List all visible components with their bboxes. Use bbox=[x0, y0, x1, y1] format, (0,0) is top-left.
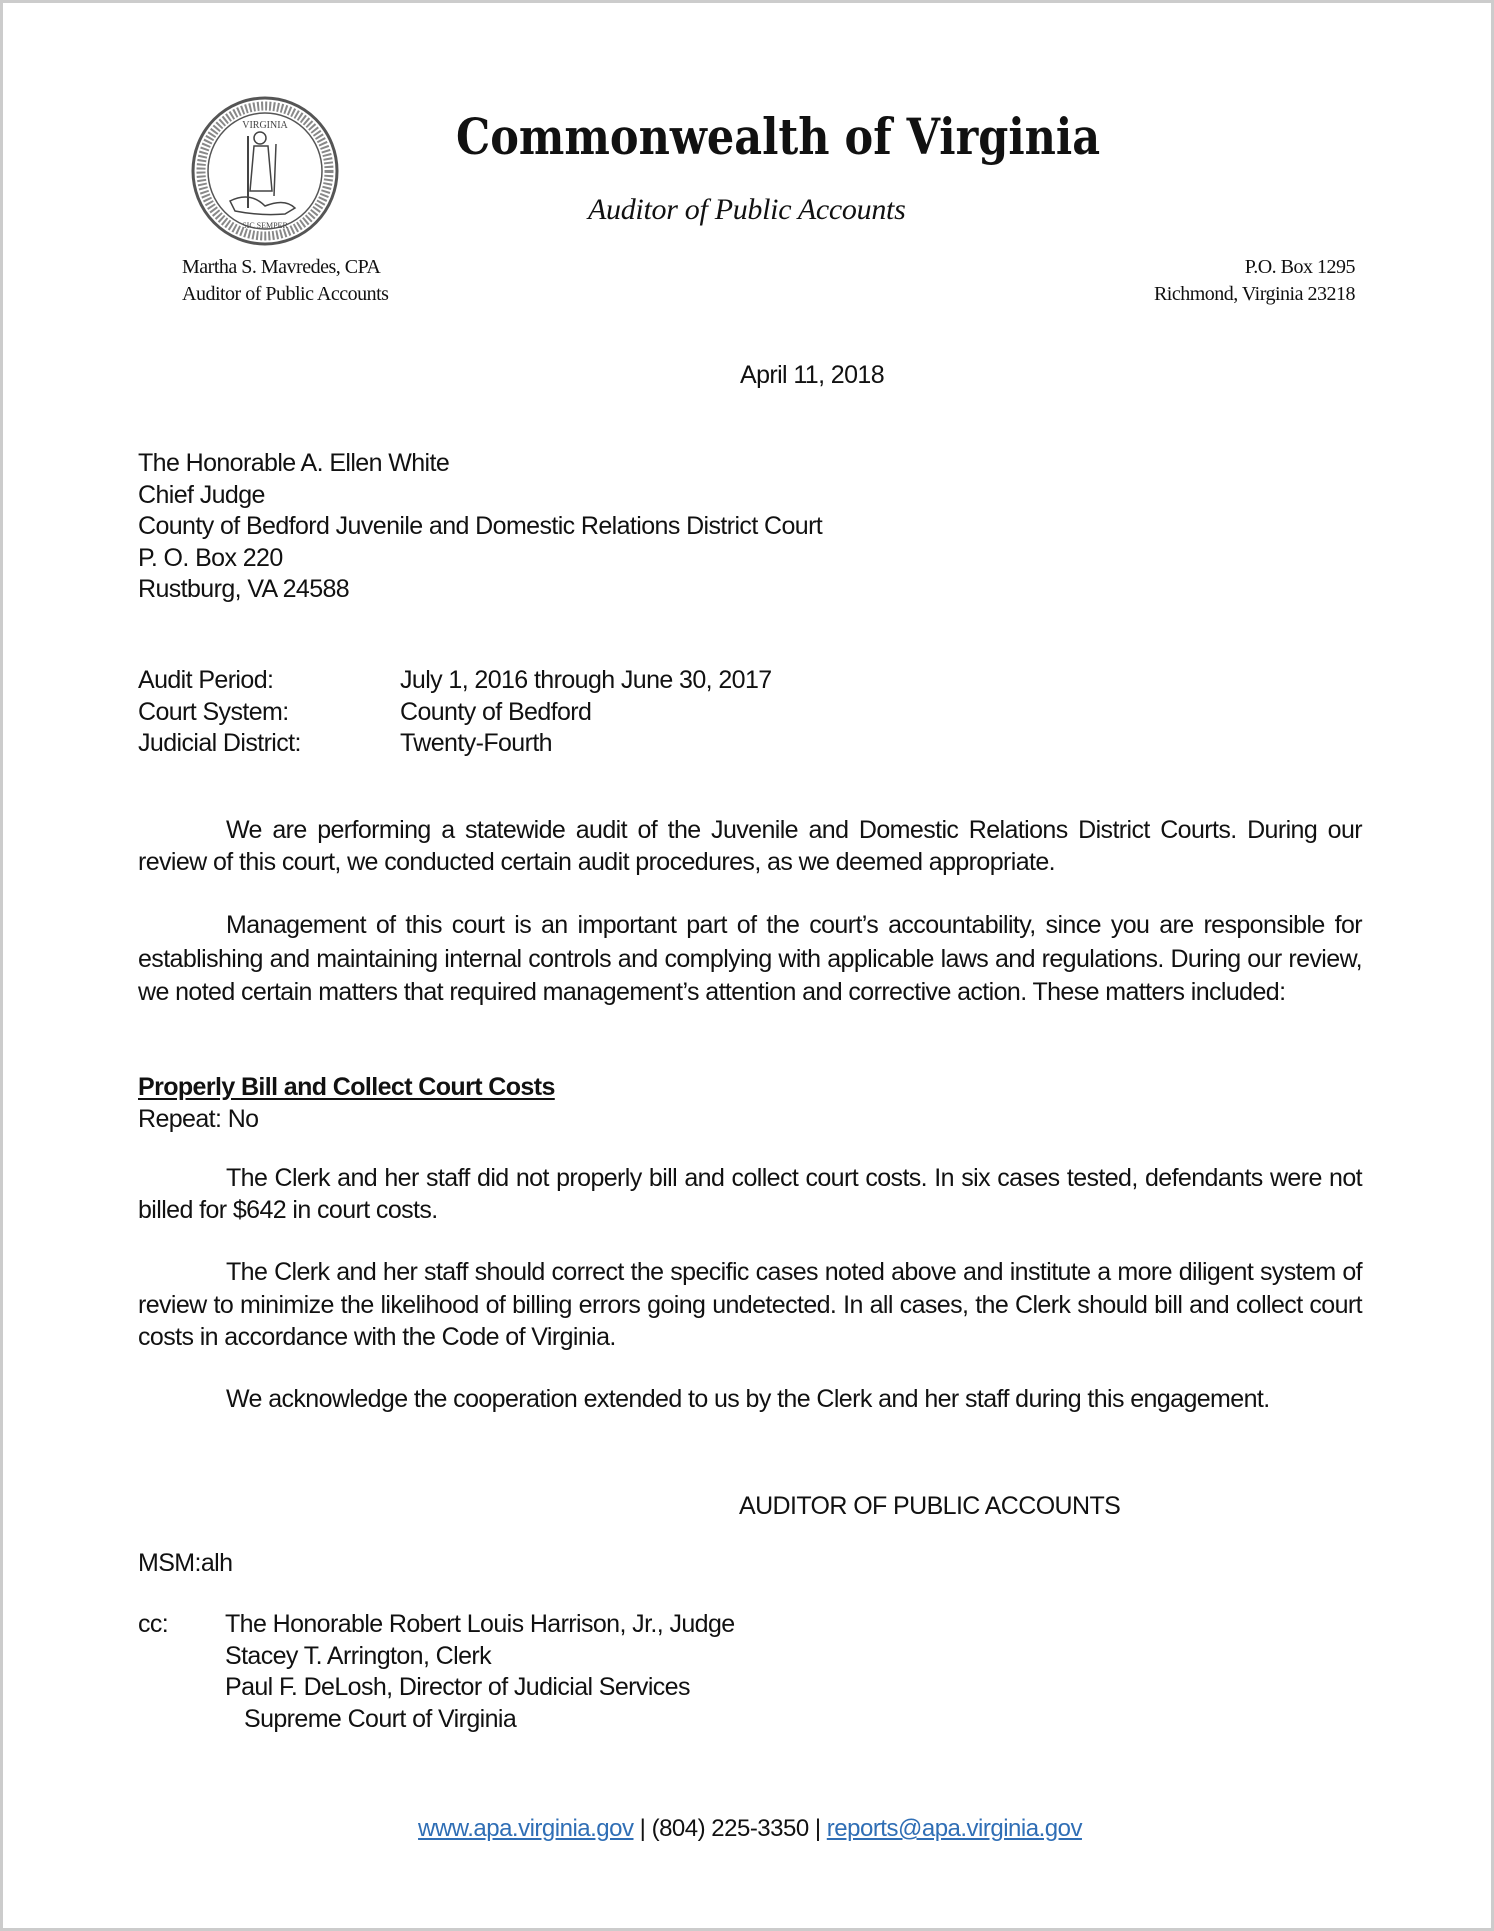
cc-recipient: Stacey T. Arrington, Clerk bbox=[225, 1641, 492, 1670]
finding-title: Properly Bill and Collect Court Costs bbox=[138, 1073, 555, 1101]
audit-period-value: July 1, 2016 through June 30, 2017 bbox=[400, 666, 772, 694]
letterhead-auditor-block bbox=[182, 254, 388, 308]
cc-recipient: Paul F. DeLosh, Director of Judicial Services bbox=[225, 1673, 690, 1701]
finding-condition-text: The Clerk and her staff did not properly bill and collect court costs. In six cases tested, defendants were not billed for $642 in court costs. bbox=[138, 1164, 1362, 1224]
audit-info bbox=[138, 665, 772, 760]
city-state-zip: Richmond, Virginia 23218 bbox=[1153, 283, 1355, 305]
intro-paragraph bbox=[138, 815, 1362, 878]
letter-date: April 11, 2018 bbox=[740, 361, 885, 389]
intro-text: We are performing a statewide audit of the Juvenile and Domestic Relations District Courts. During our review of this court, we conducted certain audit procedures, as we deemed appropriate. bbox=[138, 816, 1362, 876]
auditor-name: Martha S. Mavredes, CPA bbox=[182, 256, 381, 278]
court-system-value: County of Bedford bbox=[400, 697, 592, 726]
management-paragraph bbox=[138, 909, 1362, 1010]
svg-text:SIC SEMPER: SIC SEMPER bbox=[242, 221, 288, 230]
audit-info-row bbox=[138, 665, 772, 697]
cc-recipients bbox=[225, 1609, 735, 1735]
recipient-line: County of Bedford Juvenile and Domestic Relations District Court bbox=[138, 512, 823, 540]
svg-text:VIRGINIA: VIRGINIA bbox=[242, 120, 288, 131]
letterhead-title-container bbox=[456, 107, 1101, 179]
po-box: P.O. Box 1295 bbox=[1244, 256, 1355, 278]
court-system-label: Court System: bbox=[138, 697, 289, 726]
closing-text: We acknowledge the cooperation extended to us by the Clerk and her staff during this engagement. bbox=[226, 1385, 1270, 1413]
judicial-district-value: Twenty-Fourth bbox=[400, 729, 552, 757]
auditor-title: Auditor of Public Accounts bbox=[182, 283, 389, 305]
audit-info-row bbox=[138, 697, 772, 729]
email-link[interactable]: reports@apa.virginia.gov bbox=[826, 1815, 1082, 1842]
recipient-line: Chief Judge bbox=[138, 480, 265, 509]
recipient-line: The Honorable A. Ellen White bbox=[138, 449, 450, 477]
audit-info-row bbox=[138, 728, 772, 760]
virginia-state-seal-icon bbox=[190, 96, 340, 246]
footer-separator: | bbox=[639, 1815, 646, 1842]
letterhead-subtitle: Auditor of Public Accounts bbox=[588, 193, 906, 226]
judicial-district-label: Judicial District: bbox=[138, 729, 301, 757]
footer-contact bbox=[3, 1815, 1494, 1843]
cc-label: cc: bbox=[138, 1610, 169, 1638]
audit-period-label: Audit Period: bbox=[138, 666, 274, 694]
letterhead-title: Commonwealth of Virginia bbox=[456, 107, 1101, 166]
recipient-address bbox=[138, 448, 822, 606]
website-link[interactable]: www.apa.virginia.gov bbox=[418, 1815, 634, 1842]
finding-recommendation-paragraph bbox=[138, 1256, 1362, 1354]
cc-recipient: Supreme Court of Virginia bbox=[244, 1704, 517, 1733]
cc-recipient: The Honorable Robert Louis Harrison, Jr., Judge bbox=[225, 1610, 735, 1638]
phone-number: (804) 225-3350 bbox=[651, 1815, 809, 1842]
management-text: Management of this court is an important part of the court’s accountability, since you are responsible for establishing and maintaining internal controls and complying with applicable laws and regulations. During our review, we noted certain matters that required management’s attention and corrective action. These matters included: bbox=[138, 911, 1362, 1006]
closing-paragraph bbox=[138, 1384, 1362, 1416]
footer-separator: | bbox=[814, 1815, 821, 1842]
letterhead-address-block bbox=[1154, 254, 1355, 308]
recipient-line: Rustburg, VA 24588 bbox=[138, 575, 350, 603]
typist-initials: MSM:alh bbox=[138, 1549, 233, 1577]
finding-condition-paragraph bbox=[138, 1163, 1362, 1226]
recipient-line: P. O. Box 220 bbox=[138, 543, 283, 572]
finding-repeat-status: Repeat: No bbox=[138, 1105, 259, 1133]
finding-recommendation-text: The Clerk and her staff should correct the specific cases noted above and institute a more diligent system of review to minimize the likelihood of billing errors going undetected. In all cases, the Clerk should bill and collect court costs in accordance with the Code of Virginia. bbox=[138, 1258, 1362, 1351]
signature-block: AUDITOR OF PUBLIC ACCOUNTS bbox=[739, 1492, 1121, 1520]
